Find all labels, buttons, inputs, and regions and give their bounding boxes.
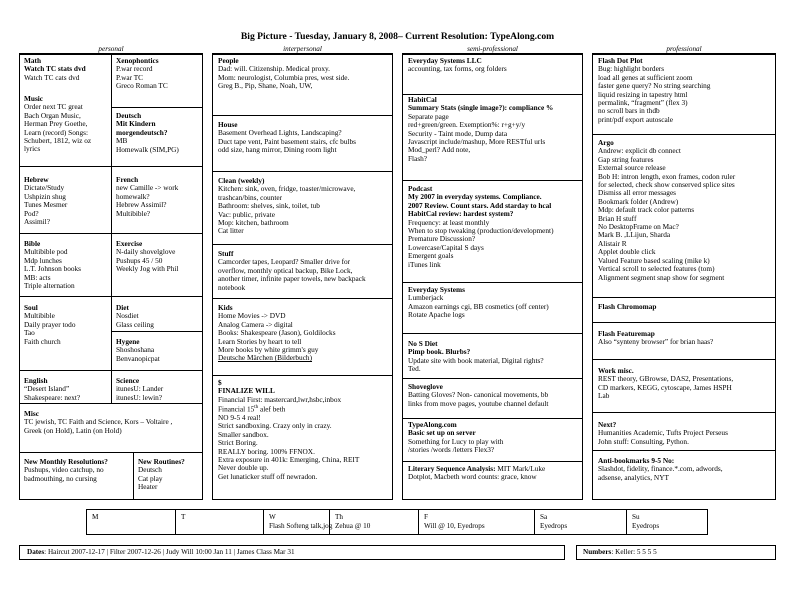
page-title: Big Picture - Tuesday, January 8, 2008– Current Resolution: TypeAlong.com [240, 31, 555, 42]
argo-item: Brian H stuff [598, 213, 637, 223]
music-section [24, 95, 110, 154]
podcast-item: 2007 Review. Count stars. Add starday to hcal [408, 200, 552, 210]
column-header-interpersonal: interpersonal [212, 45, 393, 54]
flash-chromomap-heading: Flash Chromomap [598, 303, 657, 311]
week-day-thursday [330, 511, 418, 533]
argo-item: Applet double click [598, 247, 656, 257]
everyday-systems-section [408, 286, 582, 320]
podcast-heading: Podcast [408, 185, 433, 193]
money-item: Never double up. [218, 463, 269, 473]
flash-dot-plot-item: faster gene query? No string searching [598, 81, 711, 91]
hygene-item: Shoshoshana [116, 345, 155, 355]
hebrew-heading: Hebrew [24, 176, 49, 184]
dates-bar [19, 545, 565, 560]
clean-item: Bathroom: shelves, sink, toilet, tub [218, 201, 320, 211]
new-routines-item: Cat play [138, 473, 163, 483]
argo-section [598, 139, 775, 296]
money-item: Get lunaticker stuff off newradon. [218, 471, 318, 481]
deutsch-section [116, 112, 202, 154]
numbers-label: Numbers [583, 548, 612, 556]
clean-section [218, 177, 392, 236]
deutsch-item: MB [116, 136, 128, 146]
podcast-item: HabitCal review: hardest system? [408, 209, 514, 219]
french-item: new Camille -> work [116, 183, 179, 193]
clean-item: Kitchen: sink, oven, fridge, toaster/microwave, [218, 184, 356, 194]
hebrew-item: Ushpizin shug [24, 191, 66, 201]
music-item: Order next TC great [24, 102, 83, 112]
column-header-personal: personal [19, 45, 203, 54]
soul-section [24, 304, 110, 346]
flash-dot-plot-item: liquid resizing in tapestry html [598, 89, 688, 99]
diet-item: Nosdiet [116, 311, 139, 321]
people-item: Mom: neurologist, Columbia pres, west side. [218, 72, 350, 82]
argo-item: Bob H: intron length, exon frames, codon ruler [598, 171, 736, 181]
flash-featuremap-heading: Flash Featuremap [598, 330, 655, 338]
misc-section [24, 410, 202, 435]
science-item: itunesU: Lander [116, 384, 164, 394]
money-item-superscript: th [254, 405, 259, 411]
english-section [24, 377, 110, 402]
flash-dot-plot-item: no scroll bars in thdb [598, 106, 660, 116]
clean-item: Cat litter [218, 226, 244, 236]
everyday-systems-item: Amazon earnings cgi, BB cosmetics (off center) [408, 301, 549, 311]
anti-bookmarks-section [598, 457, 775, 482]
monthly-resolutions-item: badmouthing, no cursing [24, 473, 97, 483]
clean-item: Mop: kitchen, bathroom [218, 218, 289, 228]
nosdiet-item: Ted. [408, 364, 421, 374]
literary-section [408, 465, 582, 482]
clean-item: Vac: public, private [218, 209, 275, 219]
nosdiet-item: Update site with book material, Digital rights? [408, 355, 544, 365]
music-heading: Music [24, 95, 44, 103]
habitcal-item: Mod_perl? Add note, [408, 145, 471, 155]
everyday-systems-item: Lumberjack [408, 293, 444, 303]
diet-item: Glass ceiling [116, 319, 154, 329]
bible-item: MB: acts [24, 272, 51, 282]
argo-item: Alignment segment snap show for segment [598, 272, 725, 282]
flash-dot-plot-heading: Flash Dot Plot [598, 57, 643, 65]
nosdiet-section [408, 340, 582, 374]
typealong-item: /stories /words /letters Flex3? [408, 445, 495, 455]
week-day-tuesday [176, 511, 263, 533]
shoveglove-section [408, 383, 582, 408]
money-item: Extra exposure in 401k: Emerging, China, REIT [218, 455, 360, 465]
work-misc-item: CD markers, KEGG, cytoscape, James HSPH [598, 382, 732, 392]
deutsch-item: Mit Kindern [116, 119, 156, 129]
kids-section [218, 304, 392, 363]
xenophontics-item: P.war record [116, 64, 153, 74]
xenophontics-item: Greco Roman TC [116, 81, 168, 91]
podcast-item: Lowercase/Capital S days [408, 242, 484, 252]
house-heading: House [218, 121, 238, 129]
shoveglove-item: Batting Gloves? Non- canonical movements, bb [408, 390, 549, 400]
exercise-heading: Exercise [116, 240, 143, 248]
english-item: Shakespeare: next? [24, 392, 81, 402]
anti-bookmarks-item: adsense, analytics, NYT [598, 472, 669, 482]
podcast-item: Emergent goals [408, 251, 454, 261]
flash-dot-plot-item: load all genes at sufficient zoom [598, 72, 693, 82]
stuff-item: Camcorder tapes, Leopard? Smaller drive for [218, 257, 351, 267]
work-misc-section [598, 367, 775, 401]
work-misc-item: REST theory, GBrowse, DAS2, Presentations, [598, 374, 734, 384]
french-item: Hebrew Assimil? [116, 200, 167, 210]
week-day-wednesday [264, 511, 333, 533]
hygene-heading: Hygene [116, 338, 140, 346]
exercise-section [116, 240, 202, 274]
work-misc-heading: Work misc. [598, 367, 634, 375]
podcast-item: When to stop tweaking (production/development) [408, 226, 554, 236]
habitcal-item: Flash? [408, 153, 428, 163]
week-day-label: T [181, 513, 186, 521]
habitcal-section [408, 96, 582, 163]
people-item: Greg B., Pip, Shane, Noah, UW, [218, 81, 313, 91]
podcast-item: Frequency: at least monthly [408, 217, 490, 227]
podcast-item: iTunes link [408, 259, 441, 269]
week-day-entry: Will @ 10, Eyedrops [424, 521, 485, 530]
exercise-item: N-daily shovelglove [116, 247, 176, 257]
kids-item: Learn Stories by heart to tell [218, 336, 302, 346]
money-item: REALLY boring. 100% FFNOX. [218, 446, 315, 456]
week-day-saturday [535, 511, 626, 533]
podcast-item: My 2007 in everyday systems. Compliance. [408, 192, 542, 202]
everyday-systems-heading: Everyday Systems [408, 286, 465, 294]
kids-item: Home Movies -> DVD [218, 311, 286, 321]
bible-section [24, 240, 110, 290]
week-day-label: M [92, 513, 99, 521]
money-item-text: Financial 15 [218, 404, 255, 414]
argo-item: No DesktopFrame on Mac? [598, 222, 679, 232]
flash-dot-plot-item: Bug: highlight borders [598, 64, 665, 74]
money-subheading: FINALIZE WILL [218, 386, 275, 396]
english-heading: English [24, 377, 48, 385]
french-section [116, 176, 202, 218]
math-item: Watch TC stats dvd [24, 64, 86, 74]
french-heading: French [116, 176, 139, 184]
flash-featuremap-item: Also “synteny browser” for brian haas? [598, 337, 714, 347]
next-section [598, 421, 775, 446]
science-item: itunesU: lewin? [116, 392, 163, 402]
argo-item: Bookmark folder (Andrew) [598, 196, 679, 206]
bible-item: Triple alternation [24, 281, 75, 291]
music-item: Herman Prey Goethe, [24, 119, 88, 129]
math-item: Watch TC cats dvd [24, 72, 80, 82]
numbers-bar [576, 545, 776, 560]
hebrew-section [24, 176, 110, 226]
misc-item: TC jewish, TC Faith and Science, Kors – Voltaire , [24, 417, 173, 427]
anti-bookmarks-item: Slashdot, fidelity, finance.*.com, adwords, [598, 464, 723, 474]
stuff-heading: Stuff [218, 250, 234, 258]
monthly-resolutions-heading: New Monthly Resolutions? [24, 458, 108, 466]
shoveglove-item: links from move pages, youtube channel default [408, 398, 549, 408]
week-day-entry: Flash Softeng talk,jog [269, 521, 333, 530]
habitcal-item: Summary Stats (single image?): compliance % [408, 103, 554, 113]
next-heading: Next? [598, 421, 617, 429]
soul-item: Tao [24, 328, 35, 338]
kids-item: Deutsche Märchen (Bilderbuch) [218, 353, 313, 363]
deutsch-item: morgendeutsch? [116, 127, 168, 137]
money-item: Strict sandboxing. Crazy only in crazy. [218, 421, 332, 431]
monthly-resolutions-item: Pushups, video catchup, no [24, 465, 104, 475]
literary-heading: Literary Sequence Analysis: [408, 465, 496, 473]
bible-item: Mdp lunches [24, 255, 62, 265]
people-item: Dad: will. Citizenship. Medical proxy. [218, 64, 331, 74]
dates-label: Dates [27, 548, 45, 556]
math-heading: Math [24, 57, 42, 65]
week-day-label: F [424, 513, 428, 521]
argo-item: Gap string features [598, 154, 654, 164]
habitcal-item: Security - Taint mode, Dump data [408, 128, 508, 138]
kids-item: Analog Camera -> digital [218, 319, 293, 329]
house-item: Duct tape vent, Paint basement stairs, cfc bulbs [218, 136, 356, 146]
music-item: Learn (record) Songs: [24, 127, 89, 137]
stuff-item: another timer, infinite paper towels, new backpack [218, 274, 366, 284]
soul-item: Multibible [24, 311, 55, 321]
new-routines-heading: New Routines? [138, 458, 185, 466]
hygene-section [116, 338, 202, 363]
monthly-resolutions-section [24, 458, 132, 483]
typealong-section [408, 421, 582, 455]
money-item: Strict Boring. [218, 438, 258, 448]
money-section [218, 379, 392, 481]
week-day-friday [419, 511, 534, 533]
music-item: Schubert, 1812, wiz oz [24, 136, 92, 146]
habitcal-item: red+green/green. Exemption%: r+g+y/y [408, 120, 526, 130]
numbers-text: : Keller: 5 5 5 5 [611, 548, 657, 556]
hygene-item: Benvanopicpat [116, 353, 160, 363]
nosdiet-item: Pimp book. Blurbs? [408, 347, 471, 357]
stuff-section [218, 250, 392, 292]
argo-item: Mark B. ,LLijun, Sharda [598, 230, 671, 240]
exercise-item: Weekly Jog with Phil [116, 264, 179, 274]
week-day-label: Th [335, 513, 343, 521]
week-day-label: W [269, 513, 276, 521]
music-item: lyrics [24, 144, 41, 154]
money-item: Smaller sandbox. [218, 429, 269, 439]
habitcal-item: Separate page [408, 111, 449, 121]
people-section [218, 57, 392, 91]
week-day-sunday [627, 511, 707, 533]
clean-item: trashcan/bins, counter [218, 192, 283, 202]
week-day-monday [87, 511, 175, 533]
nosdiet-heading: No S Diet [408, 340, 438, 348]
french-item: Multibible? [116, 208, 151, 218]
argo-item: Dismiss all error messages [598, 188, 677, 198]
deutsch-item: Homewalk (SIM,PG) [116, 144, 179, 154]
bible-heading: Bible [24, 240, 41, 248]
next-item: John stuff: Consulting, Python. [598, 436, 689, 446]
hebrew-item: Tunes Mesmer [24, 200, 68, 210]
money-item-text: alef beth [258, 404, 286, 414]
misc-item: Greek (on Hold), Latin (on Hold) [24, 425, 122, 435]
everyday-systems-item: Rotate Apache logs [408, 310, 465, 320]
english-item: “Desert Island” [24, 384, 70, 394]
kids-heading: Kids [218, 304, 233, 312]
flash-chromomap-section [598, 303, 775, 311]
week-day-label: Sa [540, 513, 548, 521]
flash-dot-plot-item: print/pdf export autoscale [598, 114, 673, 124]
new-routines-item: Heater [138, 482, 158, 492]
week-day-label: Su [632, 513, 640, 521]
misc-heading: Misc [24, 410, 39, 418]
clean-heading: Clean (weekly) [218, 177, 265, 185]
exercise-item: Pushups 45 / 50 [116, 255, 163, 265]
music-item: Bach Organ Music, [24, 110, 81, 120]
science-heading: Science [116, 377, 140, 385]
bible-item: Multibible pod [24, 247, 68, 257]
next-item: Humanities Academic, Tufts Project Perseus [598, 428, 728, 438]
literary-item: Dotplot, Macbeth word counts: grace, know [408, 472, 537, 482]
new-routines-item: Deutsch [138, 465, 162, 475]
work-misc-item: Lab [598, 391, 610, 401]
week-day-entry: Eyedrops [632, 521, 660, 530]
xenophontics-item: P.war TC [116, 72, 144, 82]
argo-item: External source release [598, 163, 666, 173]
money-heading: $ [218, 379, 222, 387]
everyday-llc-section [408, 57, 582, 74]
argo-item: Valued Feature based scaling (mike k) [598, 255, 710, 265]
column-header-professional: professional [592, 45, 776, 54]
typealong-item: Basic set up on server [408, 428, 476, 438]
flash-dot-plot-item: permalink, “fragment” (flex 3) [598, 98, 688, 108]
hebrew-item: Assimil? [24, 217, 50, 227]
diet-section [116, 304, 202, 329]
hebrew-item: Dictate/Study [24, 183, 65, 193]
argo-item: Andrew: explicit db connect [598, 146, 681, 156]
house-item: odd size, hang mirror, Dining room light [218, 145, 337, 155]
deutsch-heading: Deutsch [116, 112, 142, 120]
podcast-item: Premature Discussion? [408, 234, 476, 244]
money-item: NO 9-5 4 real! [218, 413, 261, 423]
science-section [116, 377, 202, 402]
math-section [24, 57, 110, 82]
argo-item: Vertical scroll to selected features (tom) [598, 264, 715, 274]
bible-item: L.T. Johnson books [24, 264, 82, 274]
column-header-semi-professional: semi-professional [402, 45, 583, 54]
flash-dot-plot-section [598, 57, 775, 124]
anti-bookmarks-heading: Anti-bookmarks 9-5 No: [598, 457, 675, 465]
typealong-heading: TypeAlong.com [408, 421, 457, 429]
dates-text: : Haircut 2007-12-17 | Filter 2007-12-26 | Judy Will 10:00 Jan 11 | James Class Mar 31 [44, 548, 295, 556]
xenophontics-section [116, 57, 202, 91]
diet-heading: Diet [116, 304, 129, 312]
kids-item: More books by white grimm's guy [218, 345, 319, 355]
week-day-entry: Zehua @ 10 [335, 521, 371, 530]
habitcal-item: Javascript include/mashup, More RESTful urls [408, 137, 546, 147]
people-heading: People [218, 57, 239, 65]
flash-featuremap-section [598, 330, 775, 347]
money-item: Financial First: mastercard,lwr,hsbc,inbox [218, 394, 342, 404]
house-section [218, 121, 392, 155]
soul-heading: Soul [24, 304, 38, 312]
hebrew-item: Pod? [24, 208, 39, 218]
soul-item: Faith church [24, 336, 61, 346]
shoveglove-heading: Shoveglove [408, 383, 443, 391]
typealong-item: Something for Lucy to play with [408, 436, 504, 446]
french-item: homewalk? [116, 191, 150, 201]
habitcal-heading: HabitCal [408, 96, 437, 104]
literary-item: MIT Mark/Luke [495, 465, 546, 473]
stuff-item: overflow, monthly optical backup, Bike Lock, [218, 265, 353, 275]
argo-item: for selected, check show conserved splice sites [598, 180, 735, 190]
week-day-entry: Eyedrops [540, 521, 568, 530]
stuff-item: notebook [218, 282, 246, 292]
kids-item: Books: Shakespeare (Jason), Goldilocks [218, 328, 336, 338]
argo-item: Mdp: default track color patterns [598, 205, 695, 215]
house-item: Basement Overhead Lights, Landscaping? [218, 128, 342, 138]
everyday-llc-heading: Everyday Systems LLC [408, 57, 482, 65]
new-routines-section [138, 458, 202, 492]
everyday-llc-item: accounting, tax forms, org folders [408, 64, 507, 74]
xenophontics-heading: Xenophontics [116, 57, 159, 65]
argo-item: Alistair R [598, 238, 627, 248]
soul-item: Daily prayer todo [24, 319, 76, 329]
podcast-section [408, 185, 582, 269]
argo-heading: Argo [598, 139, 614, 147]
